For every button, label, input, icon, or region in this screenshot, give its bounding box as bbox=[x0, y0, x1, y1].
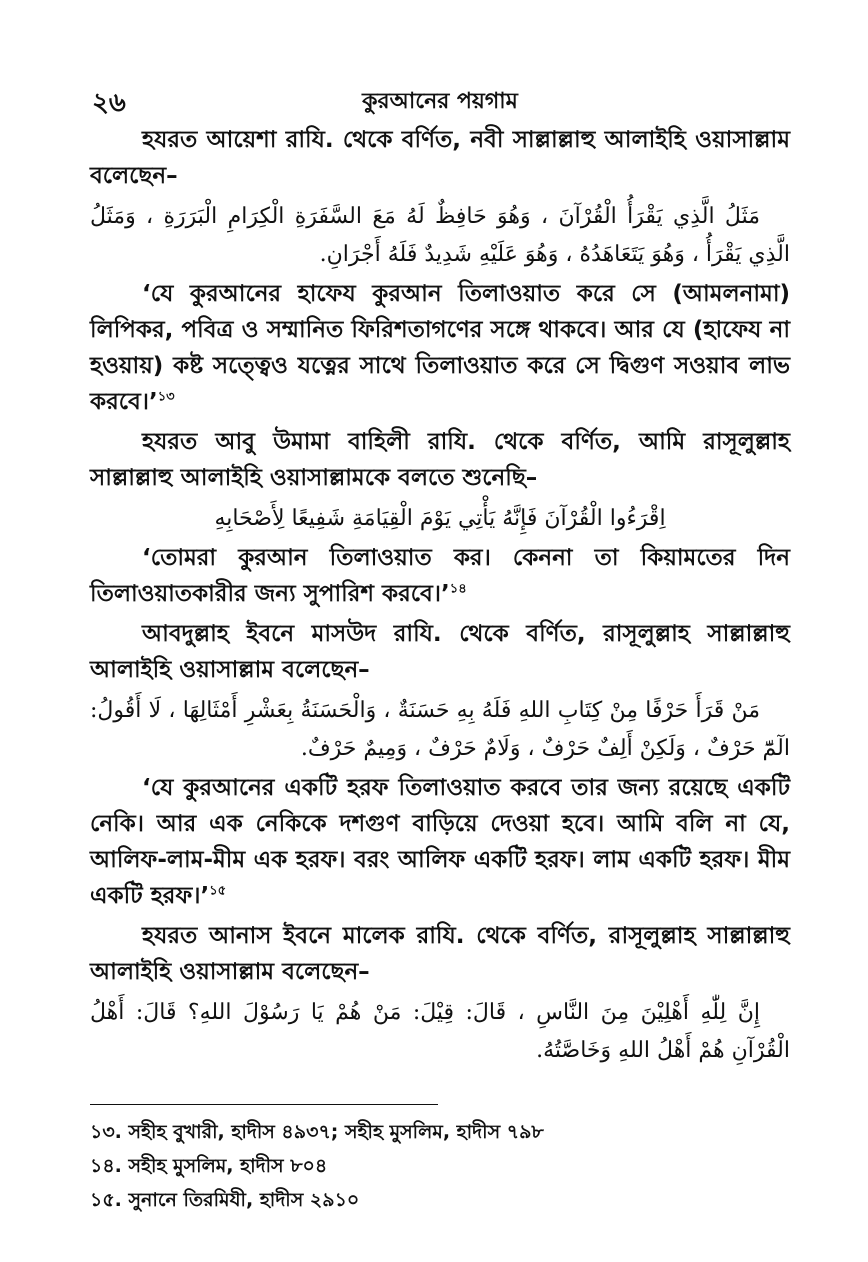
hadith-intro-3: আবদুল্লাহ ইবনে মাসউদ রাযি. থেকে বর্ণিত, রাসূলুল্লাহ সাল্লাল্লাহু আলাইহি ওয়াসাল্লাম বলেছেন– bbox=[90, 621, 790, 683]
page-header bbox=[90, 82, 790, 122]
footnote-15: ১৫. সুনানে তিরমিযী, হাদীস ২৯১০ bbox=[90, 1189, 360, 1211]
translation-2-text: ‘তোমরা কুরআন তিলাওয়াত কর। কেননা তা কিয়ামতের দিন তিলাওয়াতকারীর জন্য সুপারিশ করবে।’ bbox=[90, 545, 790, 607]
translation-3-text: ‘যে কুরআনের একটি হরফ তিলাওয়াত করবে তার জন্য রয়েছে একটি নেকি। আর এক নেকিকে দশগুণ বাড়িয়ে দেওয়া হবে। আমি বলি না যে, আলিফ-লাম-মীম এক হরফ। বরং আলিফ একটি হরফ। লাম একটি হরফ। মীম একটি হরফ।’ bbox=[90, 775, 790, 909]
footnote-ref-14: ১৪ bbox=[449, 581, 467, 597]
translation-1 bbox=[90, 276, 790, 420]
running-title: কুরআনের পয়গাম bbox=[362, 89, 518, 114]
footnote-14: ১৪. সহীহ মুসলিম, হাদীস ৮০৪ bbox=[90, 1155, 328, 1177]
hadith-intro-1: হযরত আয়েশা রাযি. থেকে বর্ণিত, নবী সাল্লাল্লাহু আলাইহি ওয়াসাল্লাম বলেছেন– bbox=[90, 127, 790, 189]
book-page bbox=[90, 82, 790, 1217]
translation-2 bbox=[90, 540, 790, 612]
hadith-intro-4: হযরত আনাস ইবনে মালেক রাযি. থেকে বর্ণিত, রাসূলুল্লাহ সাল্লাল্লাহু আলাইহি ওয়াসাল্লাম বলেছেন– bbox=[90, 923, 790, 985]
translation-1-text: ‘যে কুরআনের হাফেয কুরআন তিলাওয়াত করে সে (আমলনামা) লিপিকর, পবিত্র ও সম্মানিত ফিরিশতাগণের সঙ্গে থাকবে। আর যে (হাফেয না হওয়ায়) কষ্ট সত্ত্বেও যত্নের সাথে তিলাওয়াত করে সে দ্বিগুণ সওয়াব লাভ করবে।’ bbox=[90, 281, 790, 415]
hadith-intro-2: হযরত আবু উমামা বাহিলী রাযি. থেকে বর্ণিত, আমি রাসূলুল্লাহ সাল্লাল্লাহু আলাইহি ওয়াসাল্লামকে বলতে শুনেছি– bbox=[90, 429, 790, 491]
arabic-hadith-1: مَثَلُ الَّذِي يَقْرَأُ الْقُرْآنَ ، وَهُوَ حَافِظٌ لَهُ مَعَ السَّفَرَةِ الْكِرَامِ الْبَرَرَةِ ، وَمَثَلُ الَّذِي يَقْرَأُ ، وَهُوَ يَتَعَاهَدُهُ ، وَهُوَ عَلَيْهِ شَدِيدٌ فَلَهُ أَجْرَانِ. bbox=[90, 204, 790, 267]
arabic-hadith-4: إِنَّ لِلّٰهِ أَهْلِيْنَ مِنَ النَّاسِ ، قَالَ: قِيْلَ: مَنْ هُمْ يَا رَسُوْلَ اللهِ؟ قَالَ: أَهْلُ الْقُرْآنِ هُمْ أَهْلُ اللهِ وَخَاصَّتُهُ. bbox=[90, 1000, 790, 1063]
footnote-ref-15: ১৫ bbox=[209, 883, 227, 899]
footnote-ref-13: ১৩ bbox=[157, 389, 175, 405]
footnote-divider bbox=[90, 1104, 438, 1105]
arabic-hadith-3: مَنْ قَرَأَ حَرْفًا مِنْ كِتَابِ اللهِ فَلَهُ بِهِ حَسَنَةٌ ، وَالْحَسَنَةُ بِعَشْرِ أَمْثَالِهَا ، لَا أَقُولُ: الٓمّٓ حَرْفٌ ، وَلَكِنْ أَلِفٌ حَرْفٌ ، وَلَامٌ حَرْفٌ ، وَمِيمٌ حَرْفٌ. bbox=[90, 698, 790, 761]
translation-3 bbox=[90, 770, 790, 914]
arabic-hadith-2: اِقْرَءُوا الْقُرْآنَ فَإِنَّهُ يَأْتِي يَوْمَ الْقِيَامَةِ شَفِيعًا لِأَصْحَابِهِ bbox=[214, 506, 666, 531]
page-number: ২৬ bbox=[92, 88, 126, 118]
footnote-13: ১৩. সহীহ বুখারী, হাদীস ৪৯৩৭; সহীহ মুসলিম, হাদীস ৭৯৮ bbox=[90, 1121, 544, 1143]
